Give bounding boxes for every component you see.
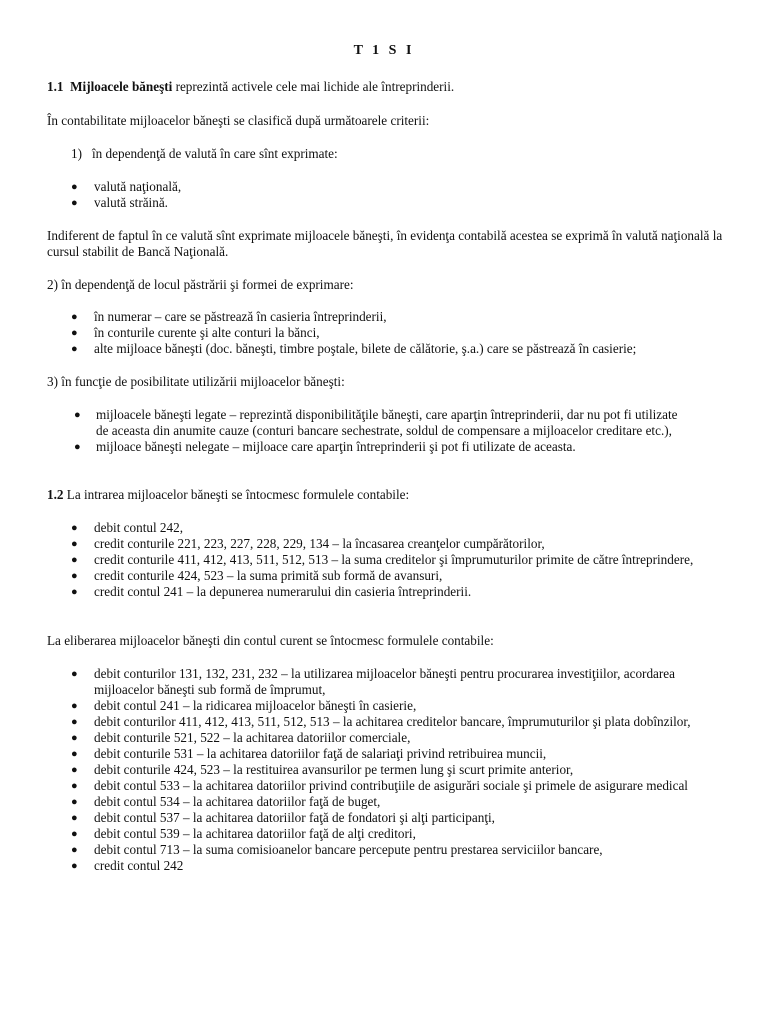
- bullet-icon: ●: [71, 780, 78, 792]
- bullet-icon: ●: [71, 570, 78, 582]
- bullet-icon: ●: [71, 181, 78, 193]
- list-item: ● debit contul 533 – la achitarea datoriilor privind contribuţiile de asigurări sociale şi primele de asigurare medical: [71, 778, 688, 793]
- entry-list: [0, 520, 768, 600]
- bullet-icon: ●: [74, 441, 81, 453]
- section-number: 1.1: [47, 79, 64, 94]
- bullet-icon: ●: [71, 586, 78, 598]
- criterion-1: [71, 146, 338, 162]
- bullet-icon: ●: [71, 844, 78, 856]
- list-item: ● credit conturile 221, 223, 227, 228, 229, 134 – la încasarea creanţelor cumpărătorilor,: [71, 536, 545, 551]
- list-item: ● în conturile curente şi alte conturi la bănci,: [71, 325, 320, 340]
- list-item: ● debit contul 539 – la achitarea datoriilor faţă de alţi creditori,: [71, 826, 416, 841]
- list-item: ● valută naţională,: [71, 179, 182, 194]
- section-term: Mijloacele băneşti: [70, 79, 173, 94]
- list-item: ● în numerar – care se păstrează în casieria întreprinderii,: [71, 309, 387, 324]
- section-1-1-heading: [47, 79, 727, 95]
- bullet-icon: ●: [71, 311, 78, 323]
- classification-intro: În contabilitate mijloacelor băneşti se clasifică după următoarele criterii:: [47, 113, 430, 128]
- list-item: ● alte mijloace băneşti (doc. băneşti, timbre poştale, bilete de călătorie, ş.a.) care se păstrează în casierie;: [71, 341, 637, 356]
- bullet-icon: ●: [71, 197, 78, 209]
- list-item: ● debit conturile 531 – la achitarea datoriilor faţă de salariaţi privind retribuirea muncii,: [71, 746, 547, 761]
- list-item: ● debit contul 242,: [71, 520, 184, 535]
- criterion-2: 2) în dependenţă de locul păstrării şi formei de exprimare:: [47, 277, 354, 292]
- bullet-icon: ●: [71, 732, 78, 744]
- bullet-icon: ●: [71, 538, 78, 550]
- list-item: ● mijloace băneşti nelegate – mijloace care aparţin întreprinderii şi pot fi utilizate de aceasta.: [74, 439, 576, 454]
- bullet-icon: ●: [71, 700, 78, 712]
- release-list: [0, 666, 768, 874]
- criterion-text: în dependenţă de valută în care sînt exprimate:: [92, 146, 338, 161]
- currency-paragraph: Indiferent de faptul în ce valută sînt exprimate mijloacele băneşti, în evidenţa contabilă acestea se exprimă în valută naţională la cursul stabilit de Bancă Naţională.: [47, 228, 723, 259]
- list-item: ● debit conturilor 411, 412, 413, 511, 512, 513 – la achitarea creditelor bancare, împrumuturilor şi plata dobînzilor,: [71, 714, 691, 729]
- location-list: [0, 309, 768, 357]
- bullet-icon: ●: [71, 860, 78, 872]
- criterion-number: 1): [71, 146, 82, 161]
- release-intro: La eliberarea mijloacelor băneşti din contul curent se întocmesc formulele contabile:: [47, 633, 494, 648]
- list-item: ● debit contul 534 – la achitarea datoriilor faţă de buget,: [71, 794, 381, 809]
- list-item: ● debit contul 537 – la achitarea datoriilor faţă de fondatori şi alţi participanţi,: [71, 810, 495, 825]
- bullet-icon: ●: [71, 343, 78, 355]
- bullet-icon: ●: [71, 748, 78, 760]
- bullet-icon: ●: [71, 554, 78, 566]
- bullet-icon: ●: [71, 764, 78, 776]
- list-item: ● credit conturile 411, 412, 413, 511, 512, 513 – la suma creditelor şi împrumuturilor primite de către întreprindere,: [71, 552, 694, 567]
- section-number: 1.2: [47, 487, 64, 502]
- bullet-icon: ●: [71, 796, 78, 808]
- criterion-3: 3) în funcţie de posibilitate utilizării mijloacelor băneşti:: [47, 374, 345, 389]
- bullet-icon: ●: [71, 716, 78, 728]
- page-title: T 1 S I: [353, 43, 415, 58]
- bullet-icon: ●: [74, 409, 81, 421]
- list-item: ● credit contul 241 – la depunerea numerarului din casieria întreprinderii.: [71, 584, 472, 599]
- section-1-2-heading: [47, 487, 727, 503]
- list-item: ● debit contul 241 – la ridicarea mijloacelor băneşti în casierie,: [71, 698, 417, 713]
- bullet-icon: ●: [71, 828, 78, 840]
- bullet-icon: ●: [71, 522, 78, 534]
- list-item: ● debit conturile 424, 523 – la restituirea avansurilor pe termen lung şi scurt primite anterior,: [71, 762, 574, 777]
- list-item: ● debit contul 713 – la suma comisioanelor bancare percepute pentru prestarea serviciilor bancare,: [71, 842, 603, 857]
- section-text: reprezintă activele cele mai lichide ale întreprinderii.: [172, 79, 455, 94]
- bullet-icon: ●: [71, 668, 78, 680]
- list-item: ● mijloacele băneşti legate – reprezintă disponibilităţile băneşti, care aparţin întreprinderii, dar nu pot fi utilizate de aceasta din anumite cauze (conturi bancare sechestrate, soldul de compensare a mijloacelor creditare etc.),: [74, 407, 678, 438]
- currency-list: [0, 179, 768, 211]
- list-item: ● credit contul 242: [71, 858, 184, 873]
- list-item: ● debit conturilor 131, 132, 231, 232 – la utilizarea mijloacelor băneşti pentru procurarea investiţiilor, acordarea mijloacelor băneşti sub formă de împrumut,: [71, 666, 675, 697]
- bullet-icon: ●: [71, 327, 78, 339]
- list-item: ● credit conturile 424, 523 – la suma primită sub formă de avansuri,: [71, 568, 443, 583]
- section-text: La intrarea mijloacelor băneşti se întocmesc formulele contabile:: [63, 487, 410, 502]
- list-item: ● debit conturile 521, 522 – la achitarea datoriilor comerciale,: [71, 730, 411, 745]
- bullet-icon: ●: [71, 812, 78, 824]
- list-item: ● valută străină.: [71, 195, 168, 210]
- usage-list: [0, 407, 768, 455]
